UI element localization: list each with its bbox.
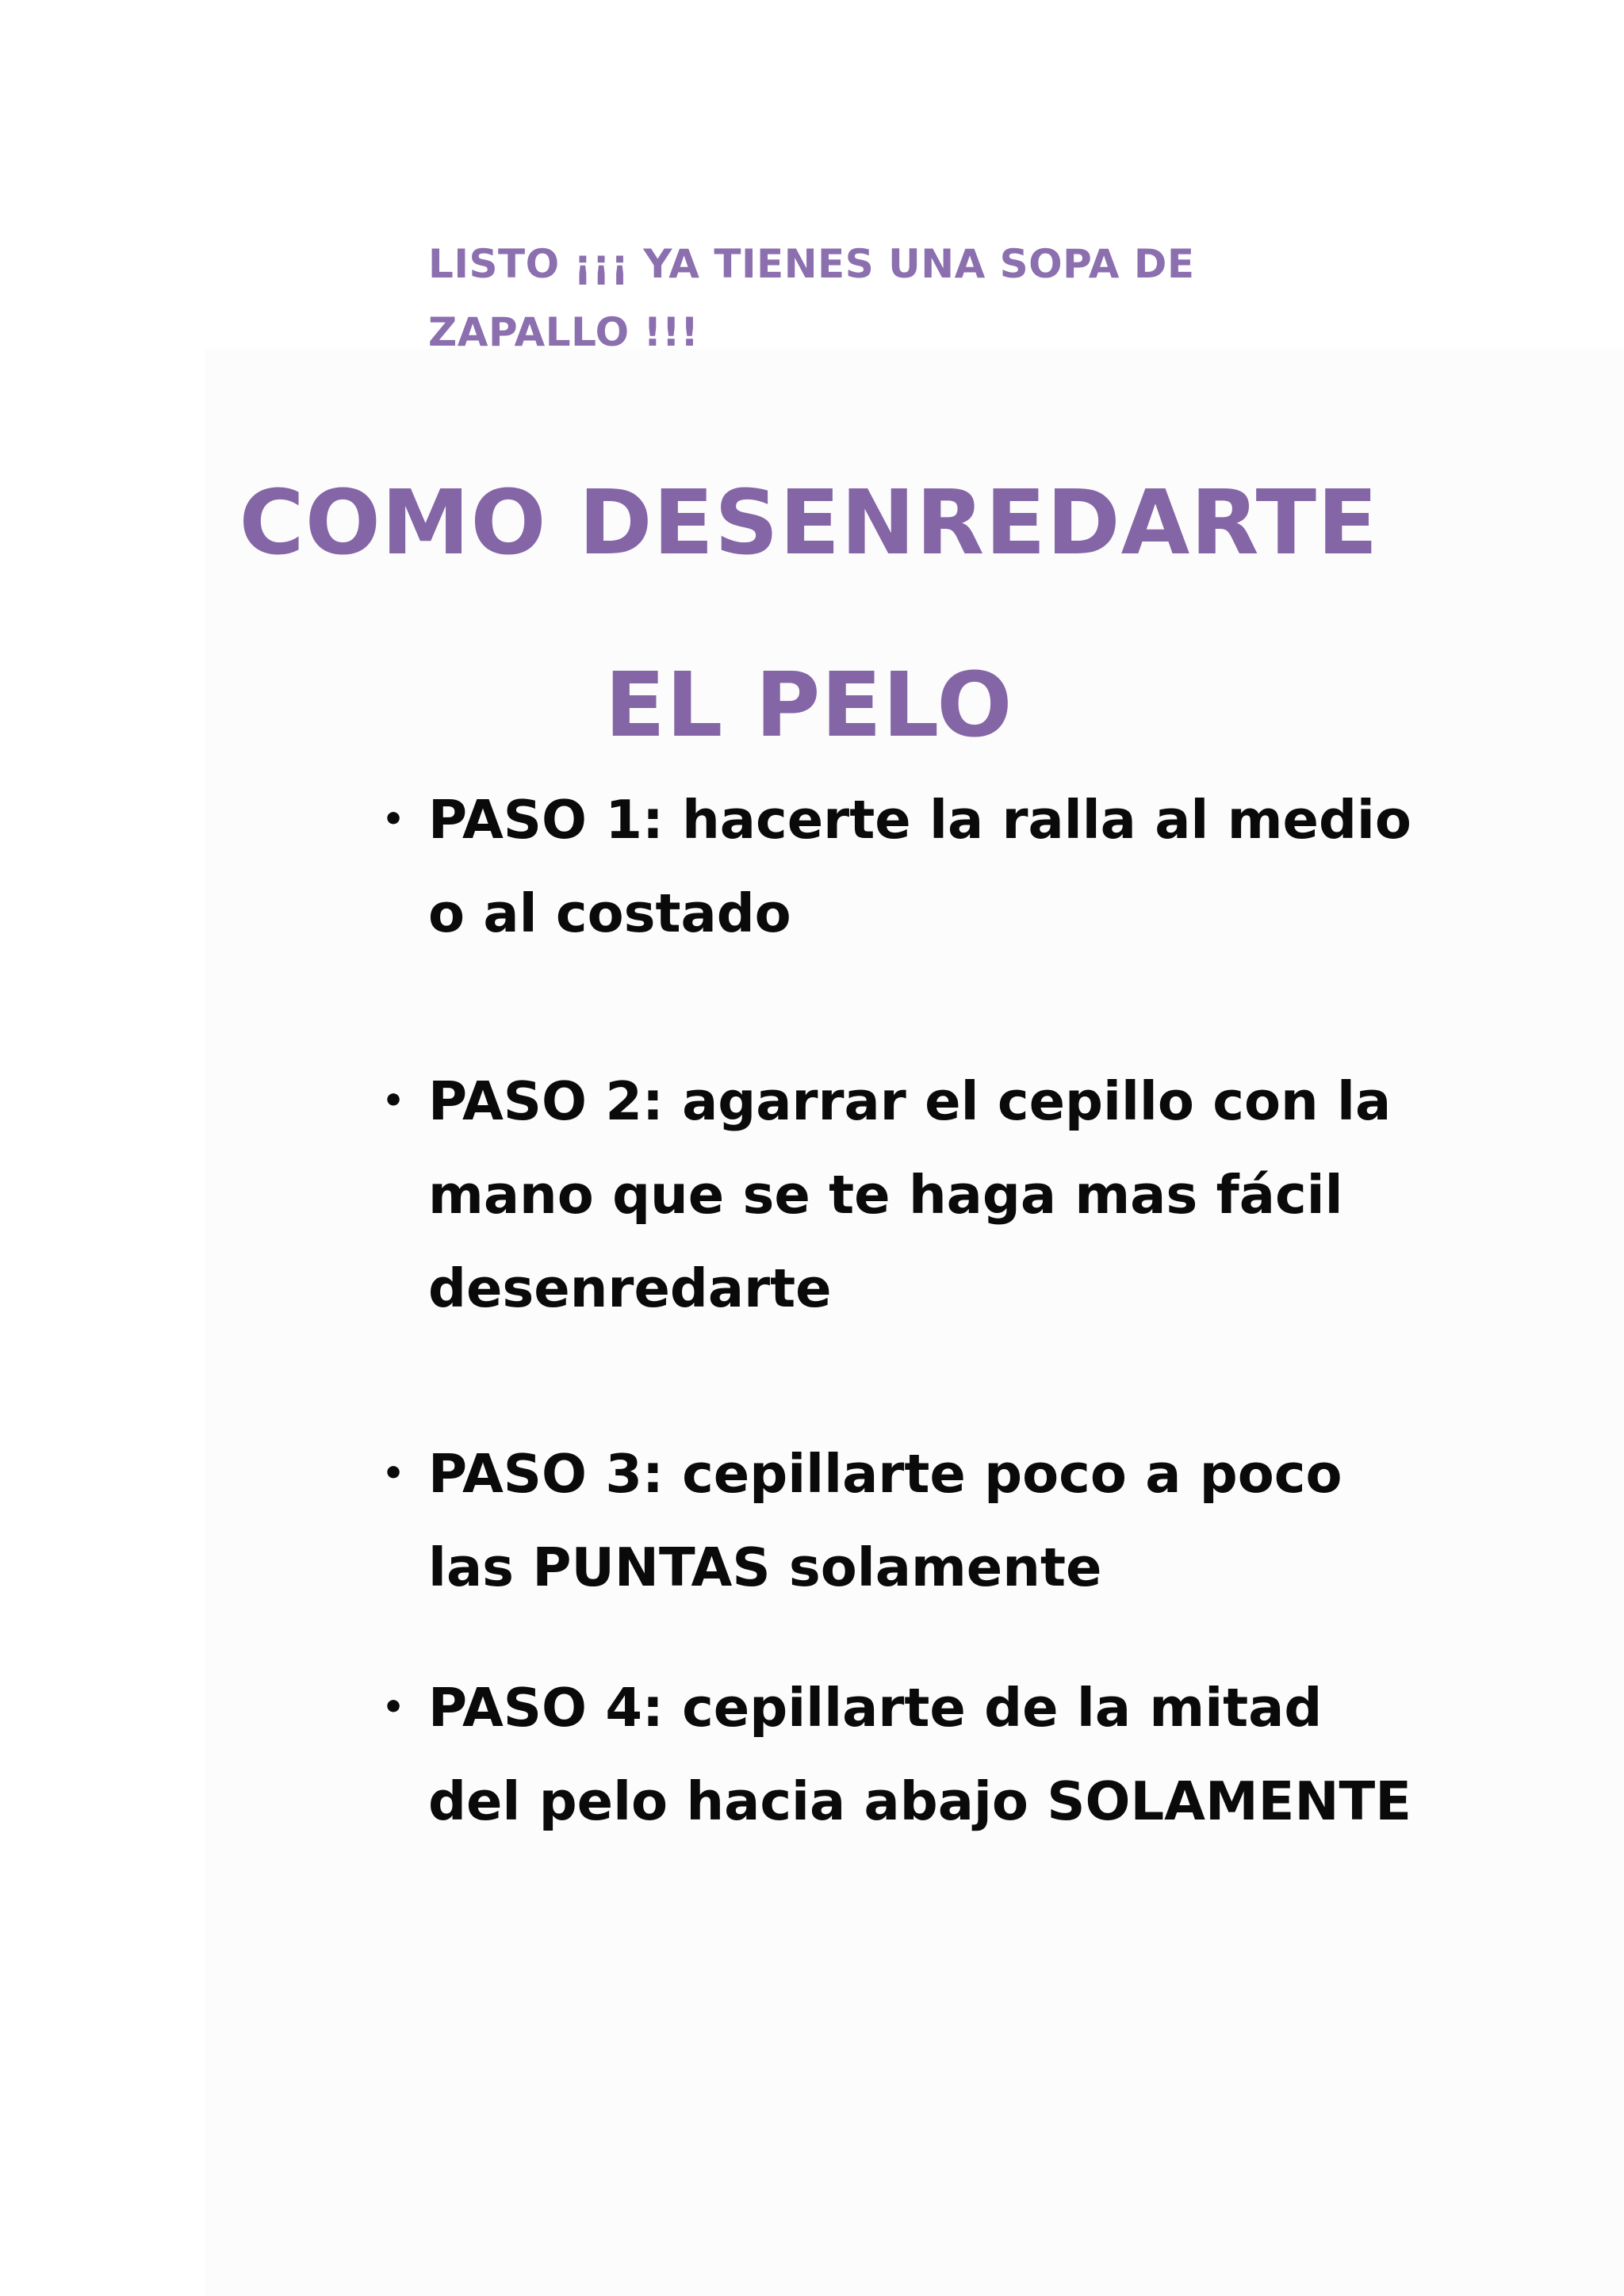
step-text: PASO 1: hacerte la ralla al medio o al costado xyxy=(428,789,1411,944)
step-text: PASO 3: cepillarte poco a poco las PUNTAS solamente xyxy=(428,1443,1342,1598)
step-text: PASO 2: agarrar el cepillo con la mano que se te haga mas fácil desenredarte xyxy=(428,1070,1392,1319)
step-item-3 xyxy=(381,1427,1427,1614)
step-item-2 xyxy=(381,1054,1427,1335)
bullet-icon: • xyxy=(381,1081,405,1121)
bullet-icon: • xyxy=(381,799,405,840)
step-item-4 xyxy=(381,1661,1427,1848)
bullet-icon: • xyxy=(381,1453,405,1494)
intro-text: LISTO ¡¡¡ YA TIENES UNA SOPA DE ZAPALLO !!! xyxy=(428,241,1195,355)
step-text: PASO 4: cepillarte de la mitad del pelo hacia abajo SOLAMENTE xyxy=(428,1677,1411,1832)
step-item-1 xyxy=(381,773,1427,960)
bullet-icon: • xyxy=(381,1687,405,1728)
page-title: COMO DESENREDARTE EL PELO xyxy=(239,472,1379,757)
